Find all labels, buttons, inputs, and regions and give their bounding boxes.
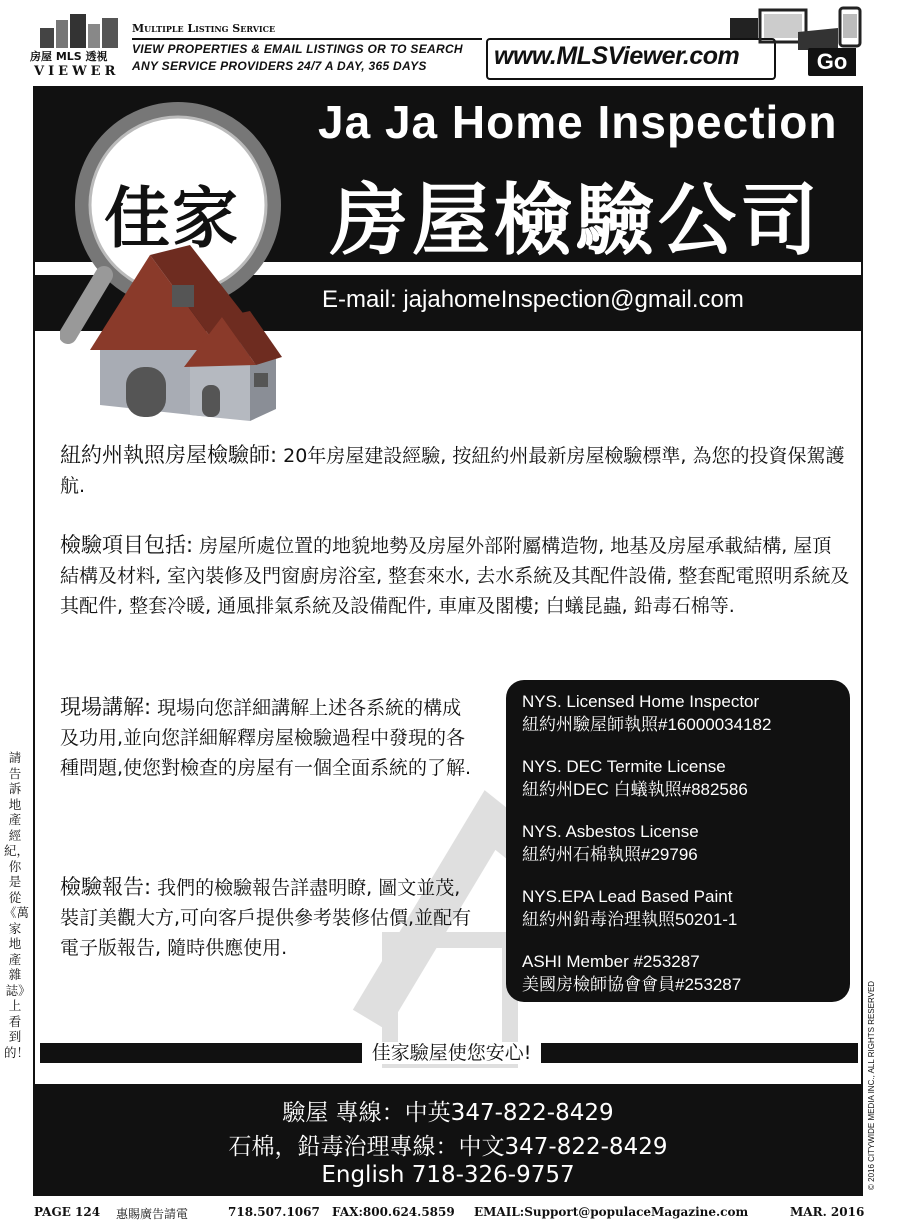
license-item — [522, 755, 748, 801]
license-item — [522, 690, 771, 736]
license-cn: 紐約州DEC 白蟻執照#882586 — [522, 780, 748, 799]
paragraph-body: 房屋所處位置的地貌地勢及房屋外部附屬構造物, 地基及房屋承載結構, 屋頂結構及材料, 室內裝修及門窗廚房浴室, 整套來水, 去水系統及其配件設備, 整套配電照明系統及其配件, 整套冷暖, 通風排氣系統及設備配件, 車庫及閣樓; 白蟻昆蟲, 鉛毒石棉等. — [60, 535, 850, 617]
paragraph-report — [60, 872, 480, 963]
divider — [132, 38, 482, 40]
license-en: NYS. Asbestos License — [522, 822, 699, 841]
copyright-note: © 2016 CITYWIDE MEDIA INC., ALL RIGHTS RESERVED — [867, 980, 876, 1190]
company-name-en: Ja Ja Home Inspection — [318, 96, 838, 148]
phone-line-3[interactable]: English 718-326-9757 — [321, 1162, 575, 1188]
footer-fax: FAX:800.624.5859 — [332, 1205, 455, 1219]
slogan-text: 佳家驗屋使您安心! — [362, 1042, 542, 1064]
license-item — [522, 950, 741, 996]
paragraph-heading: 檢驗報告: — [60, 875, 152, 899]
paragraph-license — [60, 440, 850, 501]
mls-viewer-logo — [30, 6, 125, 79]
license-cn: 紐約州石棉執照#29796 — [522, 845, 698, 864]
ad-call-label: 惠賜廣告請電 — [116, 1207, 189, 1221]
company-email[interactable]: E-mail: jajahomeInspection@gmail.com — [322, 286, 744, 313]
license-cn: 美國房檢師協會會員#253287 — [522, 975, 742, 994]
company-logo-cn: 佳家 — [104, 180, 240, 257]
mls-tagline-2: ANY SERVICE PROVIDERS 24/7 A DAY, 365 DAYS — [132, 59, 427, 73]
paragraph-heading: 檢驗項目包括: — [60, 533, 194, 557]
mls-tagline-1: VIEW PROPERTIES & EMAIL LISTINGS OR TO SEARCH — [132, 42, 463, 56]
go-button[interactable]: Go — [808, 48, 856, 76]
devices-icon — [728, 6, 868, 54]
license-item — [522, 885, 737, 931]
license-box — [506, 680, 850, 1002]
paragraph-onsite — [60, 692, 480, 783]
phone-line-1[interactable]: 驗屋 專線：中英347-822-8429 — [282, 1100, 614, 1126]
paragraph-heading: 現場講解: — [60, 695, 152, 719]
logo-cn-text: 房屋 MLS 透視 — [30, 50, 108, 63]
side-note-left: 請告訴地產經紀，你是從《萬家地產雜誌》上看到的！ — [4, 750, 30, 1060]
license-en: ASHI Member #253287 — [522, 952, 700, 971]
license-en: NYS. DEC Termite License — [522, 757, 726, 776]
phone-line-2[interactable]: 石棉，鉛毒治理專線：中文347-822-8429 — [228, 1134, 668, 1160]
page-footer — [0, 1203, 903, 1223]
footer-tel: 718.507.1067 — [228, 1205, 320, 1219]
license-en: NYS.EPA Lead Based Paint — [522, 887, 733, 906]
paragraph-heading: 紐約州執照房屋檢驗師: — [60, 443, 278, 467]
license-item — [522, 820, 699, 866]
paragraph-body: 我們的檢驗報告詳盡明瞭, 圖文並茂, 裝訂美觀大方,可向客戶提供參考裝修估價,並配有電子版報告, 隨時供應使用. — [60, 877, 472, 959]
magnifier-house-icon — [60, 95, 340, 425]
paragraph-body: 現場向您詳細講解上述各系統的構成及功用,並向您詳細解釋房屋檢驗過程中發現的各種問題,使您對檢查的房屋有一個全面系統的了解. — [60, 697, 472, 779]
company-name-cn: 房屋檢驗公司 — [330, 176, 823, 266]
footer-email[interactable]: EMAIL:Support@populaceMagazine.com — [474, 1205, 749, 1219]
license-cn: 紐約州驗屋師執照#16000034182 — [522, 715, 772, 734]
mls-url-link[interactable]: www.MLSViewer.com — [494, 42, 740, 70]
slogan — [0, 1038, 903, 1065]
page-number: PAGE 124 — [34, 1205, 101, 1219]
license-en: NYS. Licensed Home Inspector — [522, 692, 760, 711]
logo-viewer-text: VIEWER — [34, 64, 120, 79]
license-cn: 紐約州鉛毒治理執照50201-1 — [522, 910, 738, 929]
paragraph-body: 20年房屋建設經驗, 按紐約州最新房屋檢驗標準, 為您的投資保駕護航. — [60, 445, 845, 497]
paragraph-scope — [60, 530, 850, 621]
mls-caption: Multiple Listing Service — [132, 22, 276, 35]
issue-date: MAR. 2016 — [790, 1205, 865, 1219]
buildings-icon — [38, 14, 122, 48]
